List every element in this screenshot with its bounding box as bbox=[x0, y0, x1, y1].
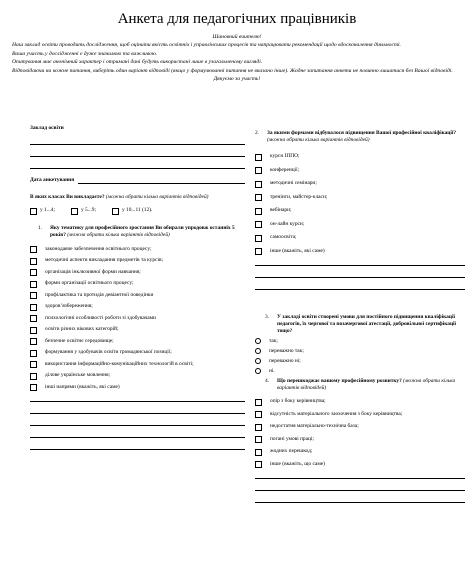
intro-paragraph: Ваша участь у дослідженні є дуже значимою та важливою. bbox=[12, 50, 158, 57]
option-item[interactable] bbox=[255, 461, 465, 469]
classes-options bbox=[30, 207, 245, 215]
answer-line[interactable] bbox=[255, 490, 465, 491]
option-label: конференції; bbox=[270, 166, 300, 173]
option-item[interactable] bbox=[255, 221, 465, 229]
checkbox[interactable] bbox=[30, 384, 37, 391]
checkbox[interactable] bbox=[255, 194, 262, 201]
option-label: ні. bbox=[269, 368, 275, 374]
question-3: 3. У закладі освіти створені умови для постійного підвищення кваліфікації педагогів, їх чергової та позачергової атестації, добровільної сертифікації тощо? bbox=[265, 314, 457, 334]
checkbox[interactable] bbox=[255, 449, 262, 456]
class-option[interactable]: у 1...4; bbox=[30, 207, 55, 215]
school-input-line[interactable] bbox=[30, 168, 245, 169]
checkbox[interactable] bbox=[30, 292, 37, 299]
option-item[interactable] bbox=[30, 349, 245, 357]
option-item[interactable] bbox=[30, 338, 245, 346]
option-label: інші напрями (вкажіть, які саме) bbox=[45, 383, 120, 390]
option-label: формування у здобувачів освіти громадянської позиції; bbox=[45, 349, 172, 355]
option-item[interactable] bbox=[30, 257, 245, 265]
option-label: переважно так; bbox=[269, 348, 304, 354]
option-label: здоровʼязбереження; bbox=[45, 303, 93, 309]
checkbox[interactable] bbox=[255, 436, 262, 443]
radio-button[interactable] bbox=[255, 348, 261, 354]
right-column bbox=[255, 130, 465, 503]
option-label: жодних перешкод; bbox=[270, 448, 313, 454]
checkbox[interactable] bbox=[255, 411, 262, 418]
option-label: он-лайн курси; bbox=[270, 220, 305, 227]
radio-button[interactable] bbox=[255, 338, 261, 344]
answer-line[interactable] bbox=[30, 449, 245, 450]
option-label: ділове українське мовлення; bbox=[45, 372, 111, 378]
option-item[interactable] bbox=[255, 180, 465, 188]
checkbox[interactable] bbox=[255, 461, 262, 468]
option-label: відсутність матеріального заохочення з боку керівництва; bbox=[270, 410, 403, 417]
checkbox[interactable] bbox=[255, 399, 262, 406]
option-label: тренінги, майстер-класи; bbox=[270, 193, 328, 200]
option-item[interactable] bbox=[255, 194, 465, 202]
intro-paragraph: Відповідаючи на кожне питання, виберіть один варіант відповіді (якщо у формулюванні питання не вказано інше). Жодне запитання анкети не повинно лишатися без Вашої відповіді. bbox=[12, 67, 453, 74]
option-label: недостатня матеріально-технічна база; bbox=[270, 423, 359, 429]
option-item[interactable] bbox=[255, 153, 465, 161]
answer-line[interactable] bbox=[30, 437, 245, 438]
checkbox[interactable] bbox=[30, 246, 37, 253]
left-column bbox=[30, 125, 245, 461]
option-item[interactable] bbox=[255, 207, 465, 215]
option-label: організація інклюзивної форми навчання; bbox=[45, 268, 141, 275]
option-item[interactable] bbox=[255, 423, 465, 431]
option-label: інше (вкажіть, які саме) bbox=[270, 247, 325, 254]
option-item[interactable] bbox=[30, 361, 245, 369]
option-item[interactable] bbox=[30, 384, 245, 392]
option-label: методичні семінари; bbox=[270, 180, 317, 186]
option-item[interactable] bbox=[30, 246, 245, 254]
checkbox[interactable] bbox=[30, 269, 37, 276]
checkbox[interactable] bbox=[30, 208, 37, 215]
option-label: погані умові праці; bbox=[270, 435, 314, 442]
question-2: 2. За якими формами відбувалося підвищення Вашої професійної кваліфікації? (можна обрати кілька варіантів відповідей) bbox=[255, 130, 457, 143]
school-label: Заклад освіти bbox=[30, 125, 64, 131]
q1-options bbox=[30, 246, 245, 392]
answer-line[interactable] bbox=[255, 265, 465, 266]
answer-line[interactable] bbox=[30, 425, 245, 426]
radio-button[interactable] bbox=[255, 368, 261, 374]
checkbox[interactable] bbox=[255, 248, 262, 255]
option-item[interactable] bbox=[255, 411, 465, 419]
checkbox[interactable] bbox=[255, 424, 262, 431]
question-4: 4. Що перешкоджає вашому професійному розвитку? (можна обрати кілька варіантів відповідей) bbox=[265, 378, 456, 391]
answer-line[interactable] bbox=[255, 502, 465, 503]
date-input-line[interactable] bbox=[78, 183, 245, 184]
radio-button[interactable] bbox=[255, 358, 261, 364]
checkbox[interactable] bbox=[30, 373, 37, 380]
intro-paragraph: Опитування має анонімний характер і отримані дані будуть використані лише в узагальненому вигляді. bbox=[12, 59, 263, 66]
option-label: опір з боку керівництва; bbox=[270, 398, 326, 404]
option-label: методичні аспекти викладання предметів та курсів; bbox=[45, 257, 163, 263]
intro-paragraph: Наш заклад освіти проводить дослідження, щоб оцінити якість освітніх і управлінських процесів та напрацювати рекомендації щодо вдосконалення діяльності. bbox=[12, 42, 401, 49]
option-label: переважно ні; bbox=[269, 358, 301, 364]
checkbox[interactable] bbox=[30, 350, 37, 357]
class-option[interactable]: у 10...11 (12). bbox=[112, 207, 152, 215]
checkbox[interactable] bbox=[255, 154, 262, 161]
option-label: самоосвіта; bbox=[270, 234, 297, 240]
checkbox[interactable] bbox=[255, 235, 262, 242]
checkbox[interactable] bbox=[30, 338, 37, 345]
option-label: законодавче забезпечення освітнього процесу; bbox=[45, 245, 152, 252]
checkbox[interactable] bbox=[30, 327, 37, 334]
option-item[interactable] bbox=[30, 372, 245, 380]
option-item[interactable] bbox=[30, 292, 245, 300]
option-item[interactable] bbox=[255, 348, 465, 355]
option-item[interactable] bbox=[255, 248, 465, 256]
checkbox[interactable] bbox=[30, 258, 37, 265]
option-item[interactable] bbox=[255, 448, 465, 456]
answer-line[interactable] bbox=[255, 478, 465, 479]
option-item[interactable] bbox=[30, 315, 245, 323]
option-item[interactable] bbox=[30, 303, 245, 311]
answer-line[interactable] bbox=[30, 401, 245, 402]
option-label: курси ІППО; bbox=[270, 153, 300, 159]
option-item[interactable] bbox=[255, 398, 465, 406]
answer-line[interactable] bbox=[255, 289, 465, 290]
option-item[interactable] bbox=[255, 358, 465, 365]
checkbox[interactable] bbox=[71, 208, 78, 215]
checkbox[interactable] bbox=[255, 208, 262, 215]
classes-hint: (можна обрати кілька варіантів відповідей) bbox=[105, 194, 209, 200]
option-label: вебінари; bbox=[270, 207, 292, 213]
intro-block bbox=[12, 33, 462, 83]
checkbox[interactable] bbox=[30, 304, 37, 311]
thanks-text: Дякуємо за участь! bbox=[213, 76, 261, 83]
option-label: форми організації освітнього процесу; bbox=[45, 280, 134, 286]
checkbox[interactable] bbox=[255, 181, 262, 188]
checkbox[interactable] bbox=[30, 361, 37, 368]
greeting: Шановний вчителю! bbox=[212, 34, 262, 40]
question-1: 1. Яку тематику для професійного зростання Ви обирали упродовж останніх 5 років? (можна обрати кілька варіантів відповідей) bbox=[38, 224, 235, 238]
q2-options bbox=[255, 153, 465, 255]
option-label: безпечне освітнє середовище; bbox=[45, 337, 114, 344]
q4-options bbox=[255, 398, 465, 468]
option-label: так; bbox=[269, 338, 278, 344]
option-label: використання інформаційно-комунікаційних технологій в освіті; bbox=[45, 360, 194, 367]
checkbox[interactable] bbox=[30, 315, 37, 322]
option-label: інше (вкажіть, що саме) bbox=[270, 460, 325, 467]
checkbox[interactable] bbox=[112, 208, 119, 215]
answer-line[interactable] bbox=[255, 277, 465, 278]
option-item[interactable] bbox=[255, 234, 465, 242]
option-item[interactable] bbox=[30, 269, 245, 277]
q3-options bbox=[255, 338, 465, 375]
option-item[interactable] bbox=[255, 338, 465, 345]
option-item[interactable] bbox=[30, 326, 245, 334]
classes-question: В яких класах Ви викладаєте? bbox=[30, 194, 105, 200]
checkbox[interactable] bbox=[255, 167, 262, 174]
class-option[interactable]: у 5...9; bbox=[71, 207, 96, 215]
option-label: психологічні особливості роботи зі здобувачами bbox=[45, 314, 156, 321]
checkbox[interactable] bbox=[30, 281, 37, 288]
document-title: Анкета для педагогічних працівників bbox=[117, 11, 357, 27]
option-item[interactable] bbox=[255, 436, 465, 444]
option-label: освіти різних вікових категорій; bbox=[45, 326, 119, 332]
option-item[interactable] bbox=[255, 368, 465, 375]
date-label: Дата анкетування bbox=[30, 177, 75, 183]
option-label: профілактика та протидія девіантної поведінки bbox=[45, 291, 154, 298]
checkbox[interactable] bbox=[255, 221, 262, 228]
school-input-line[interactable] bbox=[30, 156, 245, 157]
option-item[interactable] bbox=[30, 280, 245, 288]
option-item[interactable] bbox=[255, 167, 465, 175]
school-input-line[interactable] bbox=[30, 144, 245, 145]
answer-line[interactable] bbox=[30, 413, 245, 414]
